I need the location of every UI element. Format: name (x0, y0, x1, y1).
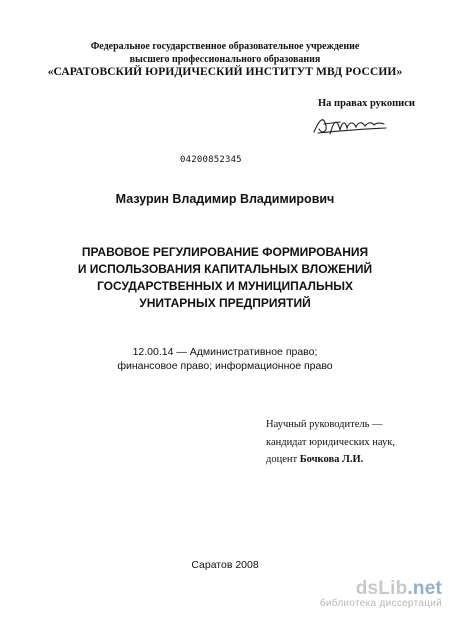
speciality-line-1: 12.00.14 — Административное право; (132, 346, 318, 358)
supervisor-block (266, 416, 395, 469)
manuscript-rights-label: На правах рукописи (318, 98, 415, 109)
supervisor-role: Научный руководитель — (266, 419, 383, 430)
title-line-3: ГОСУДАРСТВЕННЫХ И МУНИЦИПАЛЬНЫХ (96, 279, 354, 293)
institution-line-1: Федеральное государственное образовательное учреждение (90, 41, 360, 52)
dissertation-title (60, 244, 390, 312)
speciality-code (60, 345, 390, 373)
title-line-2: И ИСПОЛЬЗОВАНИЯ КАПИТАЛЬНЫХ ВЛОЖЕНИЙ (77, 262, 373, 276)
watermark-brand-a: dsLib (355, 578, 408, 599)
supervisor-title-line (266, 451, 395, 469)
dslib-watermark (320, 580, 442, 610)
title-line-1: ПРАВОВОЕ РЕГУЛИРОВАНИЕ ФОРМИРОВАНИЯ (81, 245, 369, 259)
watermark-subtitle: библиотека диссертаций (319, 598, 442, 609)
institution-header (40, 40, 410, 79)
supervisor-degree: кандидат юридических наук, (266, 436, 395, 448)
handwritten-signature (310, 112, 388, 138)
supervisor-rank: доцент (266, 454, 300, 465)
author-name: Мазурин Владимир Владимирович (115, 192, 335, 206)
city-year: Саратов 2008 (191, 559, 259, 571)
supervisor-name: Бочкова Л.И. (299, 454, 364, 465)
institution-name: «САРАТОВСКИЙ ЮРИДИЧЕСКИЙ ИНСТИТУТ МВД РОССИИ» (47, 66, 403, 78)
institution-line-2: высшего профессионального образования (129, 54, 321, 65)
title-line-4: УНИТАРНЫХ ПРЕДПРИЯТИЙ (139, 296, 311, 310)
registration-code: 04200852345 (180, 155, 242, 165)
watermark-brand-b: .net (407, 578, 442, 599)
watermark-logo (320, 580, 442, 598)
speciality-line-2: финансовое право; информационное право (117, 360, 333, 372)
